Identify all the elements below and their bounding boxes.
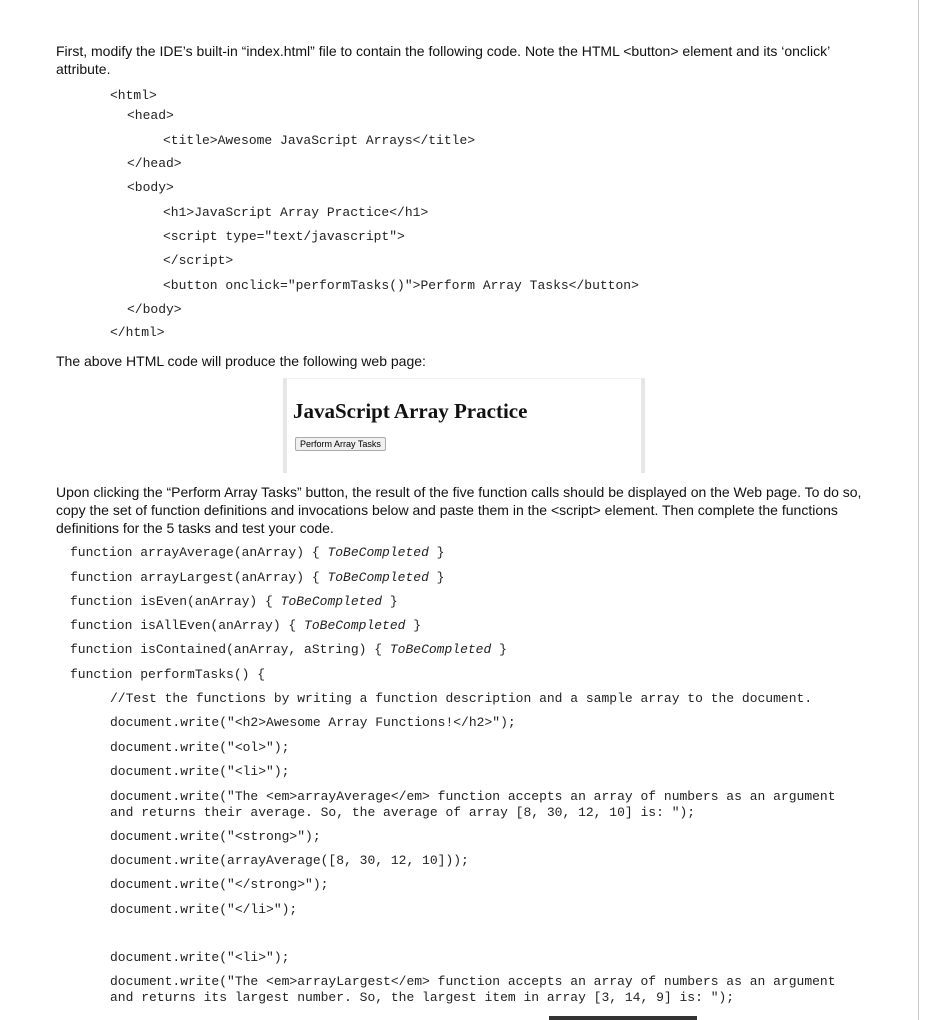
code-line: <title>Awesome JavaScript Arrays</title> bbox=[163, 133, 476, 148]
preview-heading: JavaScript Array Practice bbox=[293, 399, 528, 423]
code-line: <html> bbox=[110, 88, 157, 103]
code-line: document.write("The <em>arrayLargest</em> function accepts an array of numbers as an argument and returns its largest number. So, the largest item in array [3, 14, 9] is: "); bbox=[110, 974, 836, 1005]
code-line: document.write("</li>"); bbox=[110, 902, 298, 917]
page-edge bbox=[918, 0, 919, 1020]
code-line: <h1>JavaScript Array Practice</h1> bbox=[163, 205, 429, 220]
code-line: document.write("The <em>arrayAverage</em> function accepts an array of numbers as an argument and returns their average. So, the average of array [8, 30, 12, 10] is: "); bbox=[110, 789, 836, 820]
intro-paragraph: First, modify the IDE’s built-in “index.html” file to contain the following code. Note the HTML <button> element and its ‘onclick’ attribute. bbox=[56, 43, 830, 77]
perform-array-tasks-button[interactable]: Perform Array Tasks bbox=[295, 437, 386, 451]
code-line: </head> bbox=[127, 156, 182, 171]
function-line: function arrayLargest(anArray) { ToBeCompleted } bbox=[70, 570, 445, 585]
code-line: document.write(arrayAverage([8, 30, 12, 10])); bbox=[110, 853, 469, 868]
above-text: The above HTML code will produce the following web page: bbox=[56, 353, 426, 369]
function-line: function isAllEven(anArray) { ToBeCompleted } bbox=[70, 618, 422, 633]
code-line: </body> bbox=[127, 302, 182, 317]
code-line: document.write("<li>"); bbox=[110, 764, 290, 779]
code-line: <body> bbox=[127, 180, 174, 195]
code-line: document.write("<ol>"); bbox=[110, 740, 290, 755]
code-line: document.write("</strong>"); bbox=[110, 877, 329, 892]
web-page-preview bbox=[283, 378, 645, 473]
code-line: </html> bbox=[110, 325, 165, 340]
code-line: <script type="text/javascript"> bbox=[163, 229, 405, 244]
instructions-paragraph: Upon clicking the “Perform Array Tasks” button, the result of the five function calls should be displayed on the Web page. To do so, copy the set of function definitions and invocations below and paste them in the <script> element. Then complete the functions definitions for the 5 tasks and test your code. bbox=[56, 484, 862, 536]
code-line: document.write("<strong>"); bbox=[110, 829, 321, 844]
code-line: document.write("<h2>Awesome Array Functions!</h2>"); bbox=[110, 715, 516, 730]
code-line: <head> bbox=[127, 108, 174, 123]
scroll-indicator[interactable] bbox=[549, 1016, 697, 1020]
function-line: function isEven(anArray) { ToBeCompleted } bbox=[70, 594, 398, 609]
function-line: function arrayAverage(anArray) { ToBeCompleted } bbox=[70, 545, 445, 560]
function-line: function isContained(anArray, aString) { ToBeCompleted } bbox=[70, 642, 507, 657]
code-line: <button onclick="performTasks()">Perform Array Tasks</button> bbox=[163, 278, 639, 293]
code-line: //Test the functions by writing a function description and a sample array to the document. bbox=[110, 691, 813, 706]
code-line: document.write("<li>"); bbox=[110, 950, 290, 965]
code-line: </script> bbox=[163, 253, 234, 268]
function-line: function performTasks() { bbox=[70, 667, 266, 682]
